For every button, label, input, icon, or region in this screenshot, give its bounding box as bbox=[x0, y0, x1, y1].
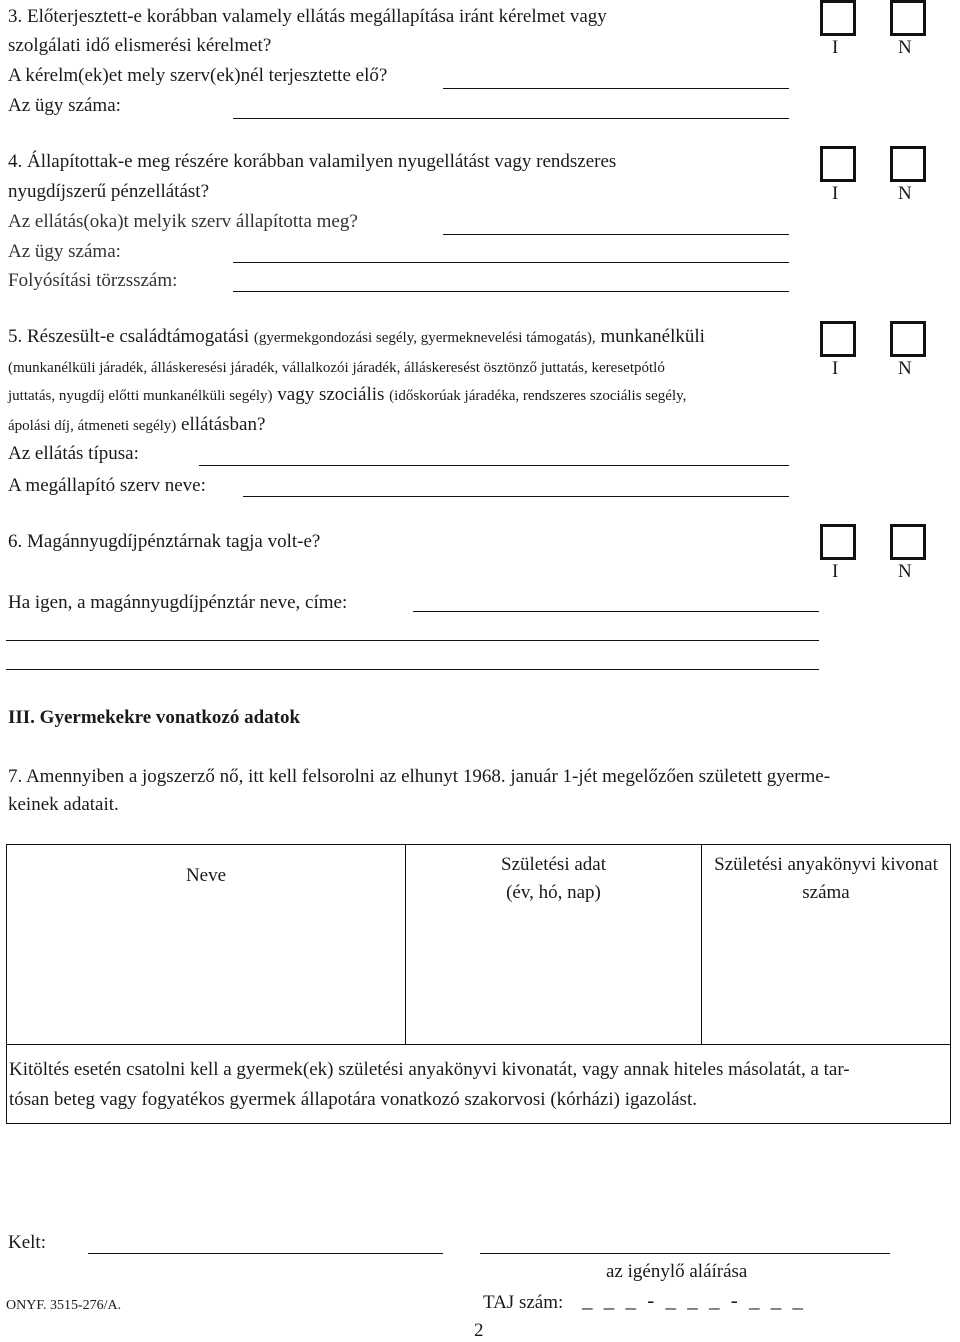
col-cert-cell[interactable] bbox=[702, 845, 951, 1045]
q5-no-checkbox[interactable] bbox=[890, 321, 926, 357]
q5-line1-a: 5. Részesült-e családtámogatási bbox=[8, 326, 250, 347]
q3-where-field[interactable] bbox=[443, 88, 789, 89]
col-cert-header-1: Születési anyakönyvi kivonat bbox=[714, 854, 938, 875]
col-birth-cell[interactable] bbox=[406, 845, 702, 1045]
q4-register-field[interactable] bbox=[233, 291, 789, 292]
q5-authority-label: A megállapító szerv neve: bbox=[8, 475, 206, 496]
q4-yes-label: I bbox=[832, 183, 839, 204]
col-birth-header-1: Születési adat bbox=[501, 854, 606, 875]
col-birth-header-2: (év, hó, nap) bbox=[506, 882, 601, 903]
q5-line3-b: vagy szociális bbox=[277, 384, 385, 405]
q5-line3 bbox=[8, 384, 686, 407]
q4-case-label: Az ügy száma: bbox=[8, 241, 121, 262]
q5-yes-label: I bbox=[832, 358, 839, 379]
q4-which-field[interactable] bbox=[443, 234, 789, 235]
form-code: ONYF. 3515-276/A. bbox=[6, 1298, 122, 1313]
q4-no-checkbox[interactable] bbox=[890, 146, 926, 182]
q6-detail-label: Ha igen, a magánnyugdíjpénztár neve, címe: bbox=[8, 592, 348, 613]
q3-no-checkbox[interactable] bbox=[890, 0, 926, 36]
taj-label: TAJ szám: bbox=[483, 1292, 564, 1313]
q6-yes-checkbox[interactable] bbox=[820, 524, 856, 560]
q5-authority-field[interactable] bbox=[243, 496, 789, 497]
page-number: 2 bbox=[474, 1320, 484, 1341]
q7-line1: 7. Amennyiben a jogszerző nő, itt kell felsorolni az elhunyt 1968. január 1-jét megelőzően született gyerme- bbox=[8, 766, 831, 787]
q5-line4-a: ápolási díj, átmeneti segély) bbox=[8, 418, 177, 434]
q4-case-field[interactable] bbox=[233, 262, 789, 263]
date-label: Kelt: bbox=[8, 1232, 46, 1253]
q5-line3-a: juttatás, nyugdíj előtti munkanélküli segély) bbox=[8, 388, 273, 404]
signature-label: az igénylő aláírása bbox=[606, 1261, 748, 1282]
q5-line1 bbox=[8, 326, 705, 349]
taj-number-field[interactable]: _ _ _ - _ _ _ - _ _ _ bbox=[582, 1288, 806, 1312]
note-line1: Kitöltés esetén csatolni kell a gyermek(ek) születési anyakönyvi kivonatát, vagy annak hiteles másolatát, a tar- bbox=[9, 1059, 850, 1080]
q5-line4 bbox=[8, 414, 265, 437]
col-name-header: Neve bbox=[185, 865, 227, 886]
q5-type-label: Az ellátás típusa: bbox=[8, 443, 139, 464]
q6-detail-field-1[interactable] bbox=[413, 611, 819, 612]
q3-line2: szolgálati idő elismerési kérelmet? bbox=[8, 35, 272, 56]
note-line2: tósan beteg vagy fogyatékos gyermek állapotára vonatkozó szakorvosi (kórházi) igazolást. bbox=[9, 1089, 697, 1110]
q7-line2: keinek adatait. bbox=[8, 794, 119, 815]
q6-detail-field-3[interactable] bbox=[6, 669, 819, 670]
q4-yes-checkbox[interactable] bbox=[820, 146, 856, 182]
col-name-cell[interactable] bbox=[7, 845, 406, 1045]
q4-which-label: Az ellátás(oka)t melyik szerv állapította meg? bbox=[8, 211, 358, 232]
q4-no-label: N bbox=[898, 183, 912, 204]
q5-line1-c: munkanélküli bbox=[600, 326, 705, 347]
q5-no-label: N bbox=[898, 358, 912, 379]
q4-register-label: Folyósítási törzsszám: bbox=[8, 270, 178, 291]
q4-line2: nyugdíjszerű pénzellátást? bbox=[8, 181, 210, 202]
q4-line1: 4. Állapítottak-e meg részére korábban valamilyen nyugellátást vagy rendszeres bbox=[8, 151, 617, 172]
q5-line1-b: (gyermekgondozási segély, gyermeknevelési támogatás), bbox=[253, 330, 596, 346]
q6-yes-label: I bbox=[832, 561, 839, 582]
q5-line4-b: ellátásban? bbox=[181, 414, 266, 435]
q6-detail-field-2[interactable] bbox=[6, 640, 819, 641]
q3-yes-label: I bbox=[832, 37, 839, 58]
q5-yes-checkbox[interactable] bbox=[820, 321, 856, 357]
q3-where-label: A kérelm(ek)et mely szerv(ek)nél terjesztette elő? bbox=[8, 65, 388, 86]
note-cell bbox=[7, 1045, 951, 1124]
q3-yes-checkbox[interactable] bbox=[820, 0, 856, 36]
q3-case-label: Az ügy száma: bbox=[8, 95, 121, 116]
q5-type-field[interactable] bbox=[199, 465, 789, 466]
children-table-body-row bbox=[7, 845, 951, 1045]
q5-line2: (munkanélküli járadék, álláskeresési járadék, vállalkozói járadék, álláskeresést ösztönző juttatás, keresetpótló bbox=[8, 360, 665, 376]
q5-line3-c: (időskorúak járadéka, rendszeres szociális segély, bbox=[389, 388, 687, 404]
signature-field[interactable] bbox=[480, 1253, 890, 1254]
children-table bbox=[6, 844, 951, 1124]
q6-no-label: N bbox=[898, 561, 912, 582]
q3-case-field[interactable] bbox=[233, 118, 789, 119]
date-field[interactable] bbox=[88, 1253, 443, 1254]
col-cert-header-2: száma bbox=[802, 882, 850, 903]
children-note-row bbox=[7, 1045, 951, 1124]
q3-no-label: N bbox=[898, 37, 912, 58]
q6-question: 6. Magánnyugdíjpénztárnak tagja volt-e? bbox=[8, 531, 321, 552]
q6-no-checkbox[interactable] bbox=[890, 524, 926, 560]
q3-line1: 3. Előterjesztett-e korábban valamely ellátás megállapítása iránt kérelmet vagy bbox=[8, 6, 607, 27]
section-3-title: III. Gyermekekre vonatkozó adatok bbox=[8, 707, 301, 728]
